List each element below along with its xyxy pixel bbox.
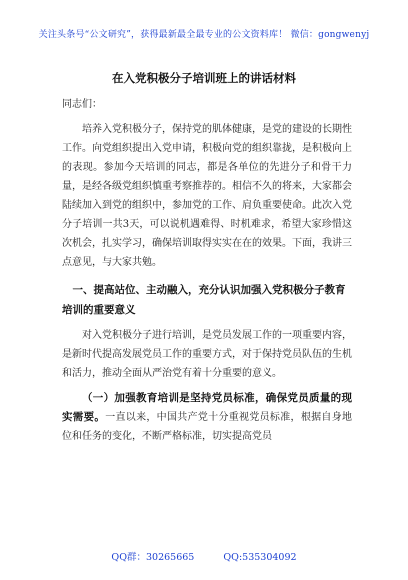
document-title: 在入党积极分子培训班上的讲话材料 (112, 71, 296, 85)
subsection-1-lead: （一）加强教育培训是坚持党员标准，确保党员质量的现实需要。 (62, 392, 352, 423)
header-promo-note: 关注头条号“公文研究”，获得最新最全最专业的公文资料库！ 微信：gongwenyj (38, 30, 370, 40)
subsection-1-text: 一直以来，中国共产党十分重视党员标准，根据自身地位和任务的变化，不断严格标准，切实提高党员 (62, 412, 353, 442)
section-1-paragraph: 对入党积极分子进行培训，是党员发展工作的一项重要内容，是新时代提高发展党员工作的重要方式，对于保持党员队伍的生机和活力，推动全面从严治党有着十分重要的意义。 (62, 330, 352, 379)
salutation: 同志们： (62, 99, 102, 110)
section-heading-1: 一、提高站位、主动融入，充分认识加强入党积极分子教育培训的重要意义 (62, 284, 346, 316)
intro-paragraph: 培养入党积极分子，保持党的肌体健康，是党的建设的长期性工作。向党组织提出入党申请，积极向党的组织靠拢，是积极向上的表现。参加今天培训的同志，都是各单位的先进分子和骨干力量，是经各级党组织慎重考察推荐的。相信不久的将来，大家都会陆续加入到党的组织中，参加党的工作、肩负重要使命。此次入党分子培训一共3天，可以说机遇难得、时机难求，希望大家珍惜这次机会，扎实学习，确保培训取得实实在在的效果。下面，我讲三点意见，与大家共勉。 (62, 124, 352, 268)
footer-contact (0, 549, 408, 563)
footer-qq-group: QQ群：30265665 (111, 552, 195, 563)
footer-qq-number: QQ:535304092 (223, 552, 297, 563)
document-body (62, 95, 352, 452)
subsection-1-paragraph (62, 389, 352, 446)
